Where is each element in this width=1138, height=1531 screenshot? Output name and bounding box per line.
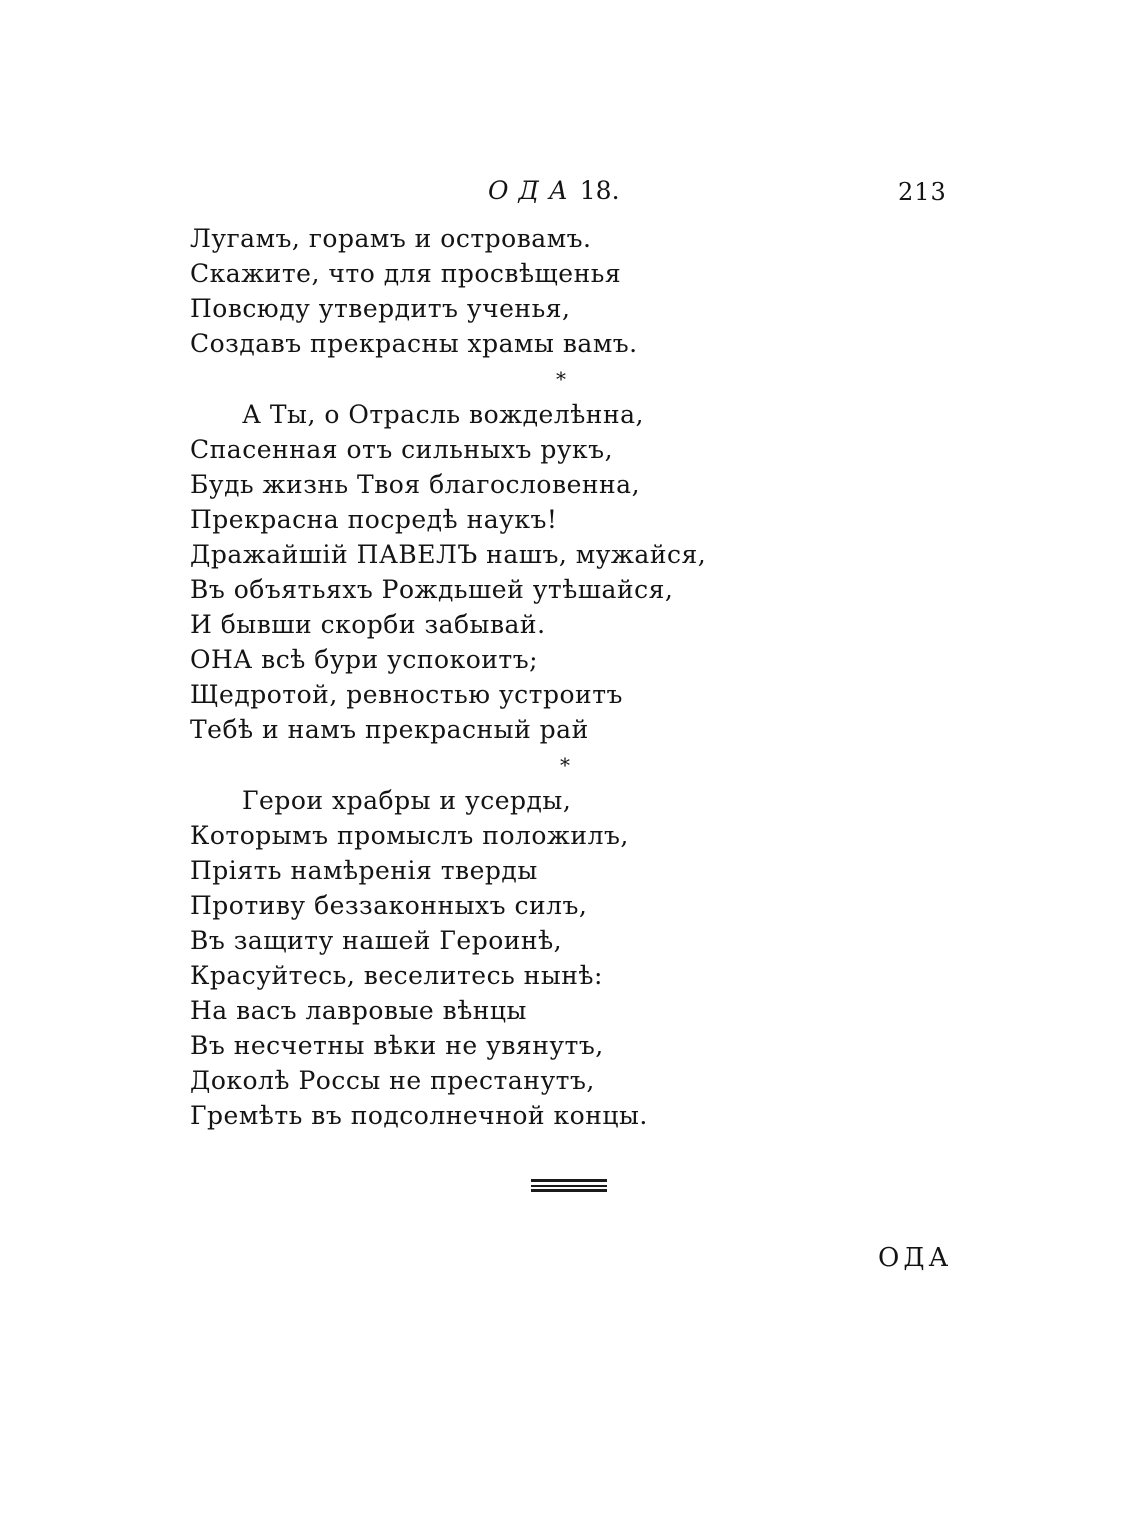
verse-line: ОНА всѣ бури успокоитъ; — [190, 645, 539, 674]
verse-line: Тебѣ и намъ прекрасный рай — [190, 715, 589, 744]
verse-line: А Ты, о Отрасль вожделѣнна, — [242, 400, 644, 429]
verse-line: Дражайшій ПАВЕЛЪ нашъ, мужайся, — [190, 540, 707, 569]
running-title: ОДА — [488, 176, 578, 205]
running-head — [488, 176, 620, 205]
catchword: ОДА — [878, 1243, 953, 1273]
verse-line: Лугамъ, горамъ и островамъ. — [190, 224, 592, 253]
stanza-separator-asterisk: * — [560, 753, 570, 777]
verse-line: Повсюду утвердитъ ученья, — [190, 294, 571, 323]
page-number: 213 — [898, 178, 947, 206]
verse-line: Гремѣть въ подсолнечной концы. — [190, 1101, 648, 1130]
verse-line: Прекрасна посредѣ наукъ! — [190, 505, 558, 534]
verse-line: Пріять намѣренія тверды — [190, 856, 538, 885]
verse-line: Создавъ прекрасны храмы вамъ. — [190, 329, 638, 358]
verse-line: Въ объятьяхъ Рождьшей утѣшайся, — [190, 575, 674, 604]
ode-number: 18. — [579, 176, 620, 205]
verse-line: Герои храбры и усерды, — [242, 786, 572, 815]
stanza-1 — [190, 221, 710, 361]
end-rule — [531, 1185, 607, 1187]
end-rule — [531, 1179, 607, 1182]
verse-line: Которымъ промыслъ положилъ, — [190, 821, 629, 850]
verse-line: Противу беззаконныхъ силъ, — [190, 891, 588, 920]
verse-line: Щедротой, ревностью устроитъ — [190, 680, 623, 709]
poem-text — [190, 221, 710, 1133]
end-rule — [531, 1189, 607, 1192]
verse-line: Спасенная отъ сильныхъ рукъ, — [190, 435, 614, 464]
verse-line: И бывши скорби забывай. — [190, 610, 546, 639]
stanza-2 — [190, 397, 710, 747]
stanza-3 — [190, 783, 710, 1133]
verse-line: На васъ лавровые вѣнцы — [190, 996, 527, 1025]
verse-line: Скажите, что для просвѣщенья — [190, 259, 622, 288]
verse-line: Въ несчетны вѣки не увянутъ, — [190, 1031, 604, 1060]
stanza-separator-asterisk: * — [556, 367, 566, 391]
verse-line: Будь жизнь Твоя благословенна, — [190, 470, 641, 499]
verse-line: Красуйтесь, веселитесь нынѣ: — [190, 961, 603, 990]
verse-line: Въ защиту нашей Героинѣ, — [190, 926, 563, 955]
verse-line: Доколѣ Россы не престанутъ, — [190, 1066, 595, 1095]
